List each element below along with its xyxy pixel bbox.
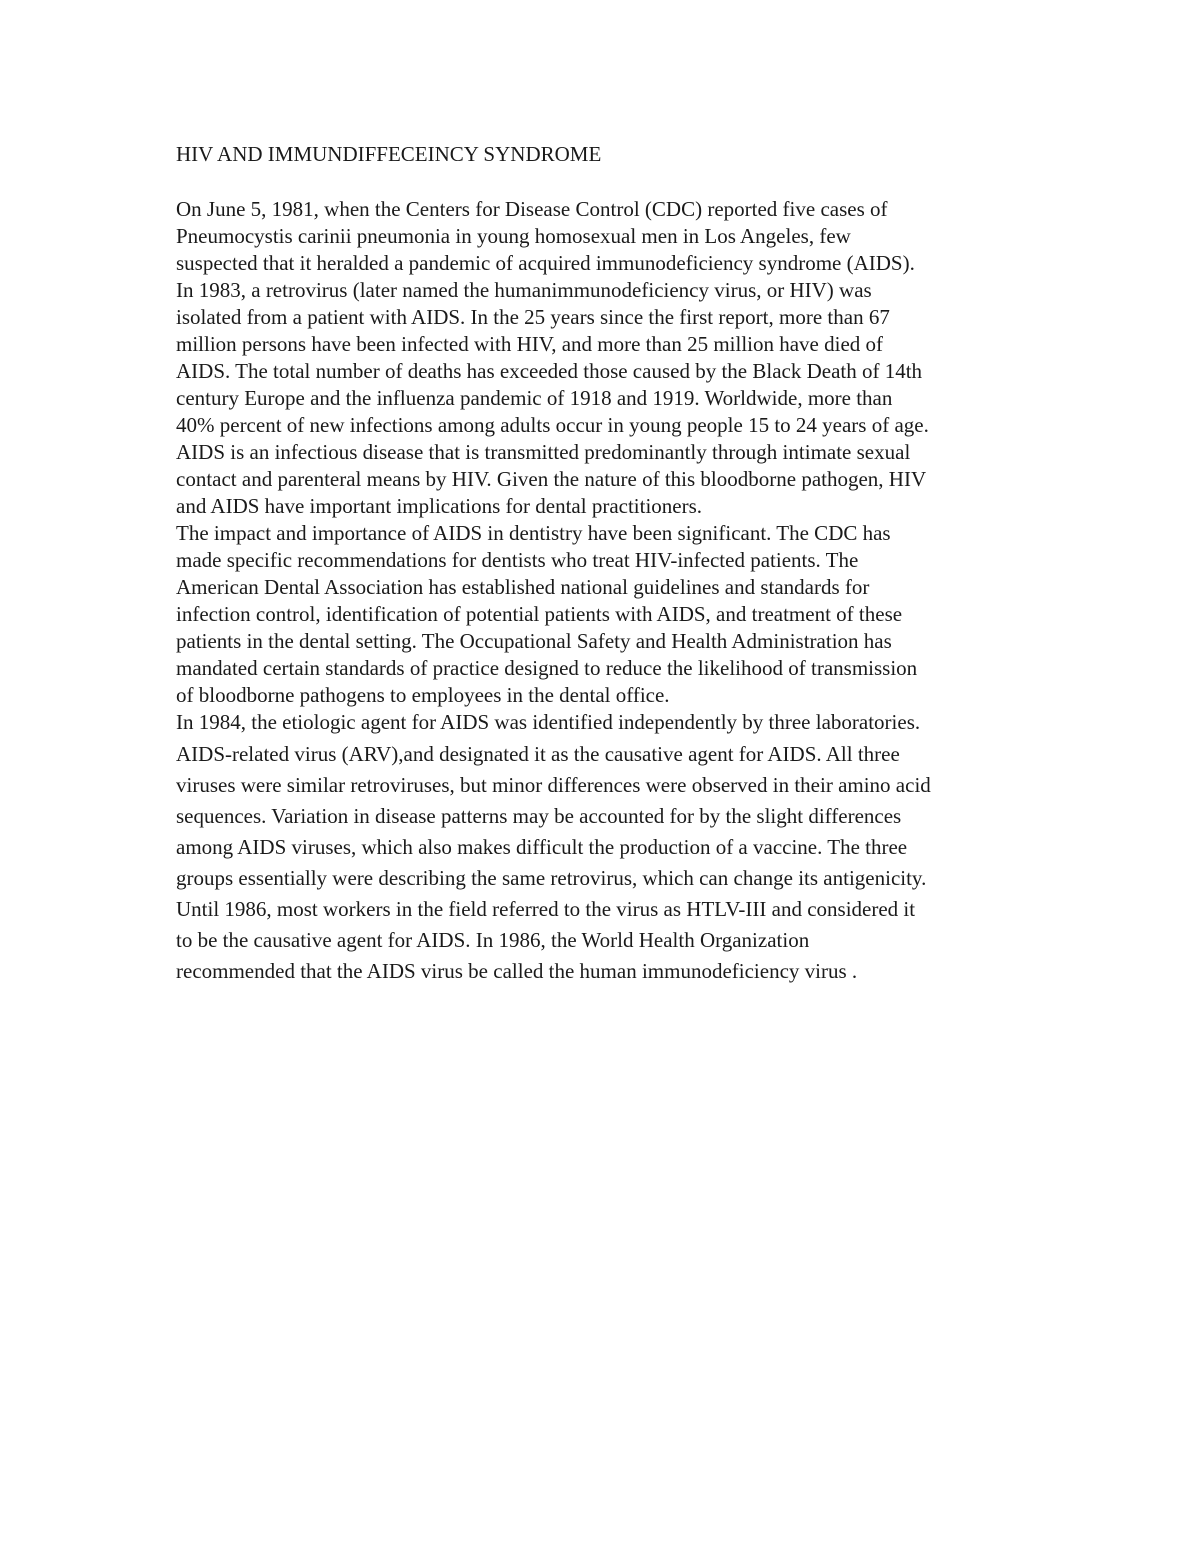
text-line: In 1983, a retrovirus (later named the humanimmunodeficiency virus, or HIV) was <box>176 278 872 302</box>
text-line: century Europe and the influenza pandemic of 1918 and 1919. Worldwide, more than <box>176 386 893 410</box>
text-line: patients in the dental setting. The Occupational Safety and Health Administration has <box>176 629 892 653</box>
text-line: recommended that the AIDS virus be called the human immunodeficiency virus . <box>176 959 858 983</box>
text-line: In 1984, the etiologic agent for AIDS was identified independently by three laboratories. <box>176 710 921 734</box>
text-line: of bloodborne pathogens to employees in the dental office. <box>176 683 670 707</box>
text-line: Until 1986, most workers in the field referred to the virus as HTLV-III and considered it <box>176 897 916 921</box>
text-line: AIDS is an infectious disease that is transmitted predominantly through intimate sexual <box>176 440 911 464</box>
text-line: On June 5, 1981, when the Centers for Disease Control (CDC) reported five cases of <box>176 197 888 221</box>
text-line: sequences. Variation in disease patterns may be accounted for by the slight differences <box>176 804 902 828</box>
text-line: 40% percent of new infections among adults occur in young people 15 to 24 years of age. <box>176 413 929 437</box>
text-line: mandated certain standards of practice designed to reduce the likelihood of transmission <box>176 656 918 680</box>
text-line: among AIDS viruses, which also makes difficult the production of a vaccine. The three <box>176 835 908 859</box>
text-line: million persons have been infected with HIV, and more than 25 million have died of <box>176 332 884 356</box>
document-title: HIV AND IMMUNDIFFECEINCY SYNDROME <box>176 142 602 166</box>
text-line: and AIDS have important implications for dental practitioners. <box>176 494 703 518</box>
text-line: The impact and importance of AIDS in dentistry have been significant. The CDC has <box>176 521 891 545</box>
text-line: Pneumocystis carinii pneumonia in young homosexual men in Los Angeles, few <box>176 224 851 248</box>
text-line: suspected that it heralded a pandemic of acquired immunodeficiency syndrome (AIDS). <box>176 251 915 275</box>
text-line: to be the causative agent for AIDS. In 1986, the World Health Organization <box>176 928 810 952</box>
text-line: contact and parenteral means by HIV. Given the nature of this bloodborne pathogen, HIV <box>176 467 927 491</box>
text-line: infection control, identification of potential patients with AIDS, and treatment of these <box>176 602 903 626</box>
text-line: AIDS-related virus (ARV),and designated it as the causative agent for AIDS. All three <box>176 742 900 766</box>
text-line: made specific recommendations for dentists who treat HIV-infected patients. The <box>176 548 859 572</box>
text-line: viruses were similar retroviruses, but minor differences were observed in their amino acid <box>176 773 931 797</box>
text-line: isolated from a patient with AIDS. In the 25 years since the first report, more than 67 <box>176 305 890 329</box>
text-line: groups essentially were describing the same retrovirus, which can change its antigenicity. <box>176 866 927 890</box>
text-line: AIDS. The total number of deaths has exceeded those caused by the Black Death of 14th <box>176 359 923 383</box>
text-line: American Dental Association has established national guidelines and standards for <box>176 575 870 599</box>
